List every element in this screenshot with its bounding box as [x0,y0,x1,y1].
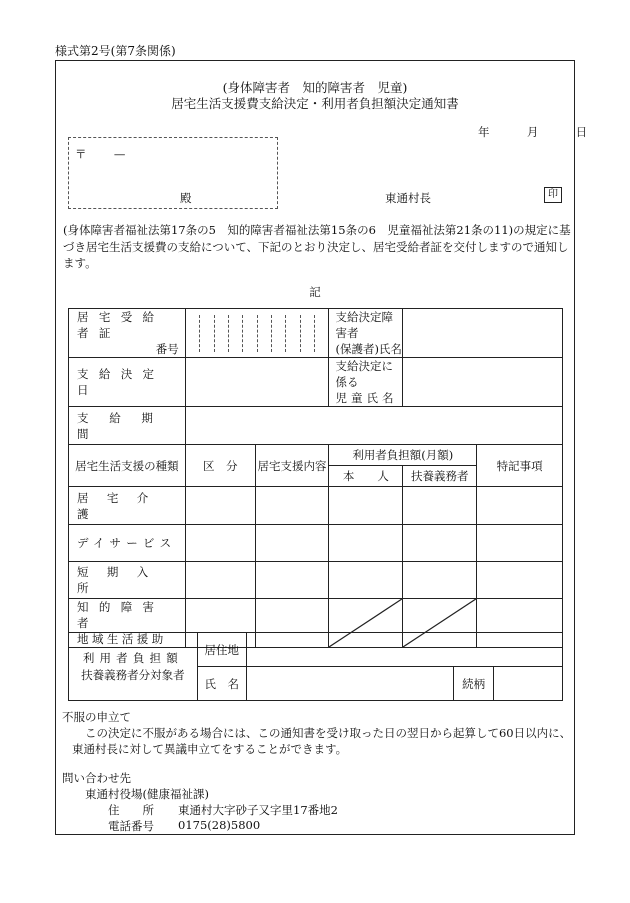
relation-value [494,667,563,701]
kind-header: 居宅生活支援の種類 [69,445,186,487]
contact-address: 東通村大字砂子又字里17番地2 [178,803,338,817]
objection-heading: 不服の申立て [62,710,131,724]
notes-header: 特記事項 [477,445,563,487]
name-value [246,667,454,701]
recipient-number-cells [185,309,329,358]
supporter-header: 扶養義務者 [403,466,477,487]
decision-person-label-1: 支給決定障害者 [335,310,393,340]
decision-table [68,308,563,648]
postal-dash: — [113,147,126,161]
row-label-day-service: デイサービス [77,536,177,550]
objection-line-1: この決定に不服がある場合には、この通知書を受け取った日の翌日から起算して60日以内に、 [85,726,572,740]
decision-person-label-2: (保護者)氏名 [335,342,402,356]
body-text: (身体障害者福祉法第17条の5 知的障害者福祉法第15条の6 児童福祉法第21条の11)の規定に基づき居宅生活支援費の支給について、下記のとおり決定し、居宅受給者証を交付しますので通知します。 [63,223,571,270]
supporter-table [68,632,563,701]
contact-heading: 問い合わせ先 [62,771,131,785]
residence-label: 居住地 [197,633,246,667]
content-header: 居宅支援内容 [255,445,329,487]
decision-person-value [403,309,563,358]
child-value [403,358,563,407]
contact-phone-label: 電話番号 [108,819,154,833]
date-day: 日 [575,125,588,139]
title-subtitle: (身体障害者 知的障害者 児童) [222,80,408,95]
honorific: 殿 [180,191,192,205]
child-label-2: 児童氏名 [335,391,398,405]
row-label-intellectual-2: 地域生活援助 [77,632,167,646]
contact-address-label: 住 所 [108,803,154,817]
decision-date-label: 支給決定日 [77,367,165,397]
seal-mark: 印 [544,187,562,203]
date-line [478,124,587,140]
supporter-label-2: 扶養義務者分対象者 [81,667,185,682]
postal-line [75,146,125,162]
self-header: 本 人 [329,466,403,487]
contact-office: 東通村役場(健康福祉課) [85,787,209,801]
burden-header: 利用者負担額(月額) [329,445,477,466]
period-label: 支給期間 [77,410,174,441]
category-header: 区 分 [185,445,255,487]
postal-mark: 〒 [75,147,87,161]
form-number: 様式第2号(第7条関係) [55,44,176,58]
document-title: 居宅生活支援費支給決定・利用者負担額決定通知書 [171,96,459,111]
relation-label: 続柄 [454,667,494,701]
contact-phone: 0175(28)5800 [178,818,261,832]
recipient-number-label-1: 居宅受給者証 [77,310,165,340]
recipient-number-label-2: 番号 [155,342,179,356]
objection-line-2: 東通村長に対して異議申立てをすることができます。 [72,742,348,756]
child-label-1: 支給決定に係る [335,359,393,389]
row-label-home-care: 居宅介護 [77,490,167,521]
residence-value [246,633,562,667]
issuer-name: 東通村長 [385,191,431,205]
period-value [185,407,562,445]
supporter-label-1: 利用者負担額 [82,650,183,665]
row-label-short-stay: 短期入所 [77,565,167,595]
date-month: 月 [526,125,539,139]
row-label-intellectual-1: 知的障害者 [77,600,165,630]
name-label: 氏 名 [197,667,246,701]
ki-heading: 記 [309,285,321,299]
decision-date-value [185,358,329,407]
date-year: 年 [478,125,490,139]
